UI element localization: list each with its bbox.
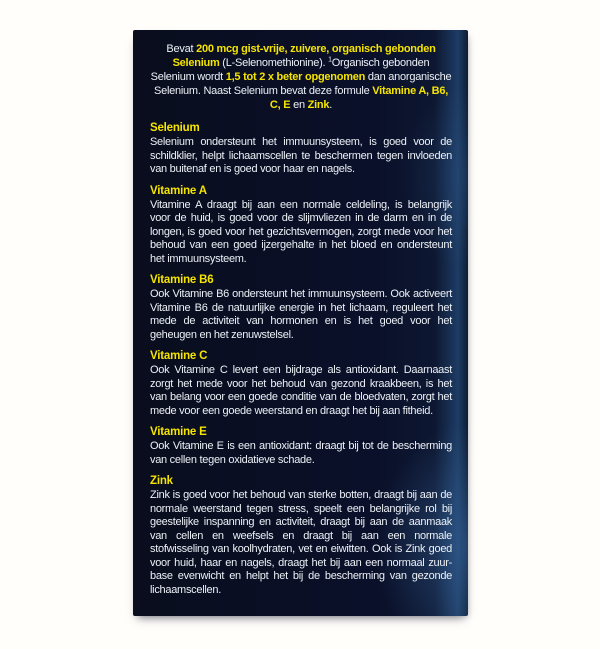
intro-highlight-text: Vitamine A, B6, C, E [269,85,449,111]
section-body: Selenium ondersteunt het immuunsysteem, is goed voor de schildklier, helpt lichaamscellen te beschermen tegen invloeden van buitenaf en is goed voor haar en nagels. [150,136,452,175]
intro-text: . [329,99,333,111]
intro-text: en [290,99,308,111]
section-heading: Zink [150,475,173,487]
label-sections [150,122,452,597]
intro-text: (L-Selenomethionine). [219,57,329,69]
section-body: Ook Vitamine E is een antioxidant: draagt bij tot de bescherming van cellen tegen oxidatieve schade. [150,440,452,466]
section-heading: Vitamine E [150,426,207,438]
intro-highlight-text: 1,5 tot 2 x beter opgenomen [225,71,366,83]
intro-highlight-text: Zink [307,99,330,111]
intro-text: 1 [328,56,332,64]
label-section [150,350,452,418]
label-section [150,426,452,467]
section-body: Zink is goed voor het behoud van sterke botten, draagt bij aan de normale weerstand tegen stress, speelt een belangrijke rol bij geestelijke inspanning en activiteit, draagt bij aan de aanmaak van cellen en weefsels en draagt bij aan een normale stofwisseling van koolhydraten, vet en eiwitten. Ook is Zink goed voor huid, haar en nagels, draagt het bij aan een normaal zuur-base evenwicht en helpt het bij de bescherming van gezonde lichaamscellen. [150,489,452,596]
intro-text: dan anorganische Selenium. Naast Selenium bevat deze formule [153,71,452,97]
intro-text: Organisch gebonden Selenium wordt [150,57,430,83]
section-heading: Vitamine B6 [150,274,214,286]
section-heading: Vitamine A [150,184,207,197]
label-section [150,185,452,267]
section-body: Ook Vitamine B6 ondersteunt het immuunsysteem. Ook activeert Vitamine B6 de natuurlijke energie in het lichaam, reguleert het mede de activiteit van hormonen en is het goed voor het geheugen en het zenuwstelsel. [150,288,452,341]
intro-paragraph [150,42,452,112]
section-body: Vitamine A draagt bij aan een normale celdeling, is belangrijk voor de huid, is goed voor de slijmvliezen in de darm en in de longen, is goed voor het gezichtsvermogen, zorgt mede voor het behoud van een goed ijzergehalte in het bloed en ondersteunt het immuunsysteem. [150,198,452,265]
supplement-label-panel [133,30,468,616]
intro-text: Bevat [166,43,197,55]
section-heading: Vitamine C [150,350,208,362]
section-heading: Selenium [150,122,200,134]
label-section [150,475,452,597]
section-body: Ook Vitamine C levert een bijdrage als antioxidant. Daarnaast zorgt het mede voor het behoud van gezond kraakbeen, is het van belang voor een goede conditie van de bloedvaten, zorgt het mede voor een goede weerstand en draagt het bij aan fitheid. [150,364,452,417]
label-section [150,274,452,342]
intro-highlight-text: 200 mcg gist-vrije, zuivere, organisch gebonden Selenium [172,43,436,69]
label-section [150,122,452,177]
